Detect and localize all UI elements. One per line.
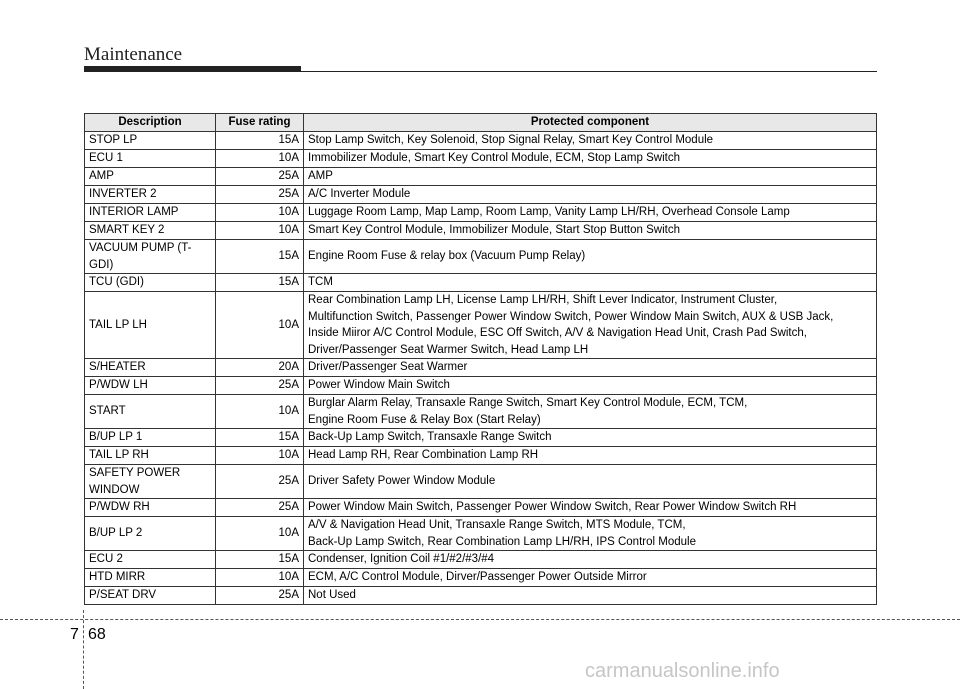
cell-protected-component: Back-Up Lamp Switch, Transaxle Range Switch (304, 429, 877, 447)
table-row (85, 447, 877, 465)
cell-fuse-rating: 10A (216, 517, 304, 551)
cell-fuse-rating: 20A (216, 359, 304, 377)
cell-fuse-rating: 15A (216, 274, 304, 292)
footer-divider-horizontal (0, 619, 960, 620)
column-header-protected-component: Protected component (304, 114, 877, 132)
cell-protected-component: Immobilizer Module, Smart Key Control Module, ECM, Stop Lamp Switch (304, 150, 877, 168)
cell-description: START (85, 395, 216, 429)
cell-description: B/UP LP 2 (85, 517, 216, 551)
cell-fuse-rating: 15A (216, 551, 304, 569)
cell-description: ECU 1 (85, 150, 216, 168)
cell-description: B/UP LP 1 (85, 429, 216, 447)
cell-protected-component: ECM, A/C Control Module, Dirver/Passenger Power Outside Mirror (304, 569, 877, 587)
cell-description: ECU 2 (85, 551, 216, 569)
cell-fuse-rating: 10A (216, 292, 304, 359)
cell-fuse-rating: 10A (216, 222, 304, 240)
table-row (85, 587, 877, 605)
cell-description: AMP (85, 168, 216, 186)
cell-description: STOP LP (85, 132, 216, 150)
table-row (85, 186, 877, 204)
table-row (85, 395, 877, 429)
cell-protected-component: Condenser, Ignition Coil #1/#2/#3/#4 (304, 551, 877, 569)
cell-fuse-rating: 10A (216, 150, 304, 168)
table-row (85, 359, 877, 377)
cell-protected-component: Driver/Passenger Seat Warmer (304, 359, 877, 377)
section-number: 7 (70, 626, 79, 643)
cell-protected-component: Stop Lamp Switch, Key Solenoid, Stop Signal Relay, Smart Key Control Module (304, 132, 877, 150)
cell-protected-component: Driver Safety Power Window Module (304, 465, 877, 499)
cell-description: SAFETY POWER WINDOW (85, 465, 216, 499)
cell-description: INVERTER 2 (85, 186, 216, 204)
cell-fuse-rating: 25A (216, 168, 304, 186)
table-row (85, 132, 877, 150)
table-row (85, 274, 877, 292)
cell-protected-component: A/V & Navigation Head Unit, Transaxle Range Switch, MTS Module, TCM, Back-Up Lamp Switch, Rear Combination Lamp LH/RH, IPS Control Module (304, 517, 877, 551)
cell-protected-component: Luggage Room Lamp, Map Lamp, Room Lamp, Vanity Lamp LH/RH, Overhead Console Lamp (304, 204, 877, 222)
table-row (85, 150, 877, 168)
cell-protected-component: Rear Combination Lamp LH, License Lamp LH/RH, Shift Lever Indicator, Instrument Cluster, Multifunction Switch, Passenger Power Window Switch, Power Window Main Switch, AUX & USB Jack, Inside Miiror A/C Control Module, ESC Off Switch, A/V & Navigation Head Unit, Crash Pad Switch, Driver/Passenger Seat Warmer Switch, Head Lamp LH (304, 292, 877, 359)
cell-description: INTERIOR LAMP (85, 204, 216, 222)
cell-description: TCU (GDI) (85, 274, 216, 292)
table-row (85, 240, 877, 274)
cell-description: VACUUM PUMP (T-GDI) (85, 240, 216, 274)
table-row (85, 168, 877, 186)
page-header-title: Maintenance (84, 44, 183, 65)
cell-description: HTD MIRR (85, 569, 216, 587)
cell-protected-component: Power Window Main Switch (304, 377, 877, 395)
page-number: 68 (88, 626, 106, 643)
cell-fuse-rating: 10A (216, 204, 304, 222)
watermark: carmanualsonline.info (585, 660, 780, 682)
fuse-table (84, 113, 877, 605)
cell-description: SMART KEY 2 (85, 222, 216, 240)
column-header-fuse-rating: Fuse rating (216, 114, 304, 132)
cell-protected-component: A/C Inverter Module (304, 186, 877, 204)
cell-protected-component: AMP (304, 168, 877, 186)
cell-description: TAIL LP RH (85, 447, 216, 465)
cell-protected-component: TCM (304, 274, 877, 292)
cell-fuse-rating: 15A (216, 132, 304, 150)
header-rule-thick (84, 66, 301, 72)
cell-description: S/HEATER (85, 359, 216, 377)
table-row (85, 429, 877, 447)
cell-fuse-rating: 25A (216, 377, 304, 395)
cell-protected-component: Power Window Main Switch, Passenger Power Window Switch, Rear Power Window Switch RH (304, 499, 877, 517)
cell-fuse-rating: 25A (216, 587, 304, 605)
cell-description: TAIL LP LH (85, 292, 216, 359)
cell-description: P/WDW LH (85, 377, 216, 395)
cell-fuse-rating: 10A (216, 395, 304, 429)
table-row (85, 517, 877, 551)
header-rule-thin (300, 71, 877, 72)
column-header-description: Description (85, 114, 216, 132)
cell-description: P/WDW RH (85, 499, 216, 517)
cell-protected-component: Engine Room Fuse & relay box (Vacuum Pump Relay) (304, 240, 877, 274)
table-row (85, 204, 877, 222)
cell-protected-component: Not Used (304, 587, 877, 605)
cell-fuse-rating: 10A (216, 569, 304, 587)
cell-protected-component: Smart Key Control Module, Immobilizer Module, Start Stop Button Switch (304, 222, 877, 240)
fuse-table-body (85, 132, 877, 605)
cell-fuse-rating: 15A (216, 240, 304, 274)
cell-protected-component: Burglar Alarm Relay, Transaxle Range Switch, Smart Key Control Module, ECM, TCM, Engine Room Fuse & Relay Box (Start Relay) (304, 395, 877, 429)
footer-divider-vertical (83, 610, 84, 689)
cell-fuse-rating: 25A (216, 499, 304, 517)
table-row (85, 551, 877, 569)
table-row (85, 465, 877, 499)
table-row (85, 499, 877, 517)
cell-protected-component: Head Lamp RH, Rear Combination Lamp RH (304, 447, 877, 465)
table-row (85, 222, 877, 240)
table-row (85, 377, 877, 395)
cell-description: P/SEAT DRV (85, 587, 216, 605)
cell-fuse-rating: 25A (216, 465, 304, 499)
table-row (85, 292, 877, 359)
cell-fuse-rating: 10A (216, 447, 304, 465)
cell-fuse-rating: 25A (216, 186, 304, 204)
cell-fuse-rating: 15A (216, 429, 304, 447)
table-header-row (85, 114, 877, 132)
table-row (85, 569, 877, 587)
